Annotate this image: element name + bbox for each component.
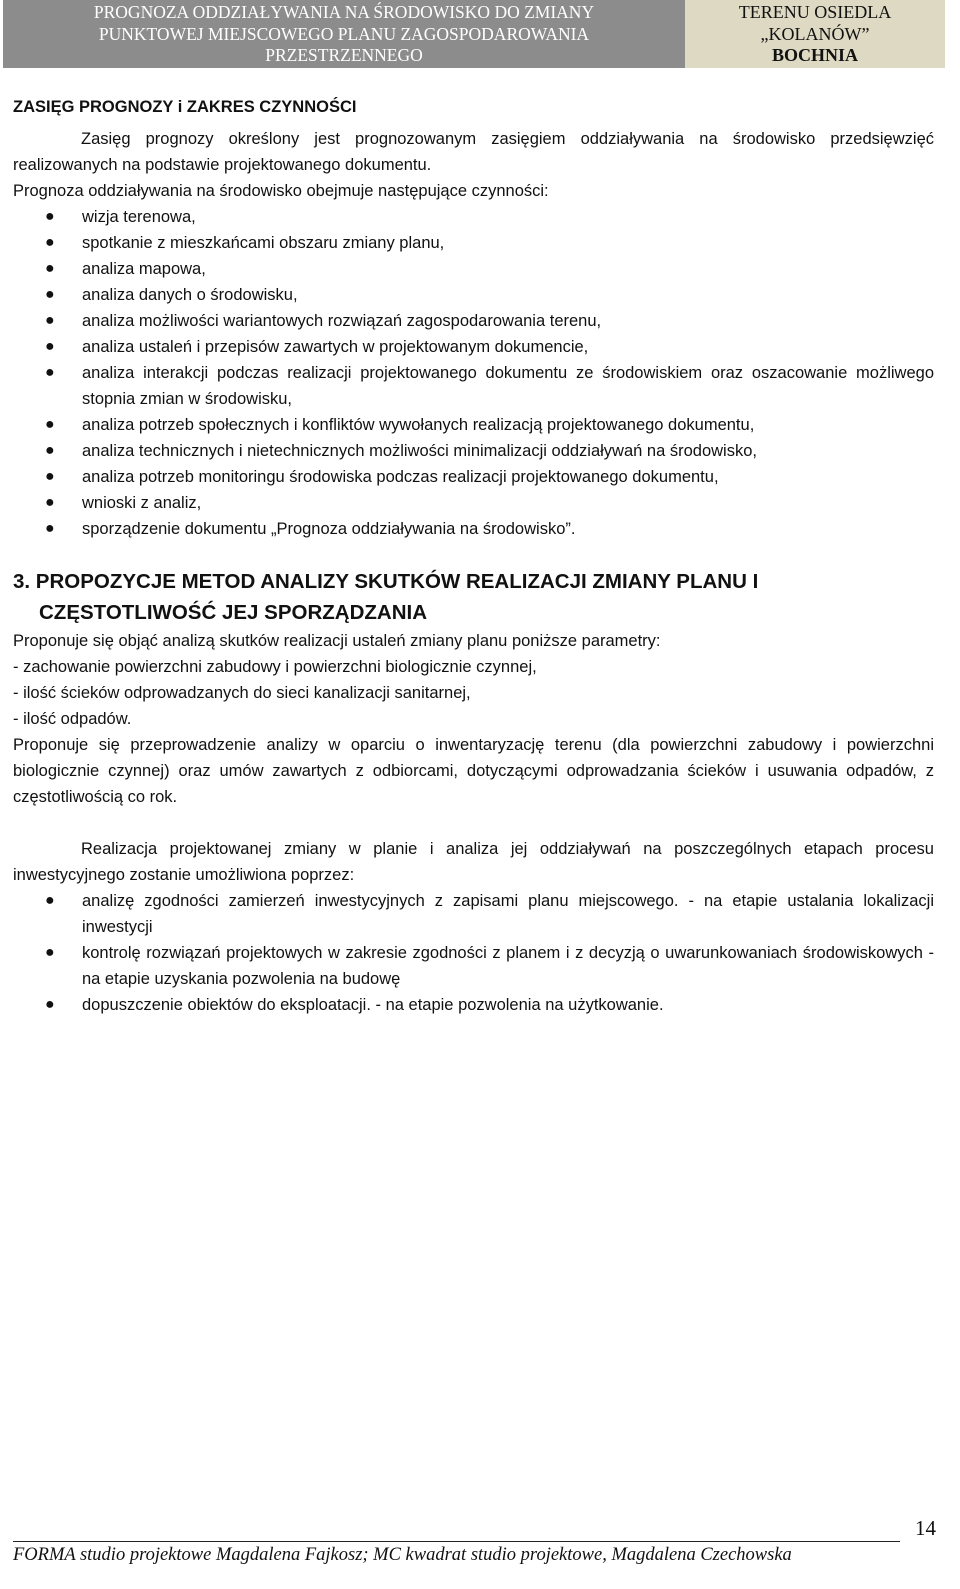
page-content <box>13 94 934 1018</box>
footer-authors: FORMA studio projektowe Magdalena Fajkosz; MC kwadrat studio projektowe, Magdalena Czechowska <box>13 1545 792 1565</box>
spacer <box>13 810 934 836</box>
header-document-title <box>3 0 685 68</box>
section-title: ZASIĘG PROGNOZY i ZAKRES CZYNNOŚCI <box>13 98 357 116</box>
bullet-icon: ● <box>45 468 55 485</box>
bullet-icon: ● <box>45 364 55 381</box>
list-item: ● analiza mapowa, <box>13 256 934 282</box>
bullet-icon: ● <box>45 312 55 329</box>
header-location-line: BOCHNIA <box>771 45 858 65</box>
methods-paragraph: Proponuje się przeprowadzenie analizy w oparciu o inwentaryzację terenu (dla powierzchni zabudowy i powierzchni biologicznie czynnej) oraz umów zawartych z odbiorcami, dotyczącymi odprowadzania ścieków i usuwania odpadów, z częstotliwością co rok. <box>13 736 934 806</box>
list-item: ● analiza interakcji podczas realizacji projektowanego dokumentu ze środowiskiem oraz oszacowanie możliwego stopnia zmian w środowisku, <box>13 360 934 412</box>
bullet-icon: ● <box>45 338 55 355</box>
bullet-icon: ● <box>45 520 55 537</box>
list-item: ● analiza potrzeb społecznych i konfliktów wywołanych realizacją projektowanego dokumentu, <box>13 412 934 438</box>
header-title-line: PUNKTOWEJ MIEJSCOWEGO PLANU ZAGOSPODAROWANIA <box>98 23 590 44</box>
list-item: ● analiza ustaleń i przepisów zawartych w projektowanym dokumencie, <box>13 334 934 360</box>
activities-list <box>13 204 934 542</box>
lead-paragraph: Prognoza oddziaływania na środowisko obejmuje następujące czynności: <box>13 182 549 200</box>
bullet-icon: ● <box>45 996 55 1013</box>
header-location-line: TERENU OSIEDLA <box>738 2 892 22</box>
list-item: ● sporządzenie dokumentu „Prognoza oddziaływania na środowisko”. <box>13 516 934 542</box>
paragraph-line: - ilość ścieków odprowadzanych do sieci kanalizacji sanitarnej, <box>13 684 471 702</box>
stages-list <box>13 888 934 1018</box>
list-item: ● wizja terenowa, <box>13 204 934 230</box>
list-item: ● analiza potrzeb monitoringu środowiska podczas realizacji projektowanego dokumentu, <box>13 464 934 490</box>
list-item: ● analiza możliwości wariantowych rozwiązań zagospodarowania terenu, <box>13 308 934 334</box>
intro-paragraph: Zasięg prognozy określony jest prognozowanym zasięgiem oddziaływania na środowisko przedsięwzięć realizowanych na podstawie projektowanego dokumentu. <box>13 130 934 174</box>
paragraph-line: - zachowanie powierzchni zabudowy i powierzchni biologicznie czynnej, <box>13 658 537 676</box>
list-item: ● kontrolę rozwiązań projektowych w zakresie zgodności z planem i z decyzją o uwarunkowaniach środowiskowych - na etapie uzyskania pozwolenia na budowę <box>13 940 934 992</box>
realization-paragraph: Realizacja projektowanej zmiany w planie i analiza jej oddziaływań na poszczególnych etapach procesu inwestycyjnego zostanie umożliwiona poprzez: <box>13 840 934 884</box>
bullet-icon: ● <box>45 260 55 277</box>
header-title-line: PROGNOZA ODDZIAŁYWANIA NA ŚRODOWISKO DO ZMIANY <box>93 2 595 22</box>
bullet-icon: ● <box>45 234 55 251</box>
list-item: ● dopuszczenie obiektów do eksploatacji. - na etapie pozwolenia na użytkowanie. <box>13 992 934 1018</box>
list-item: ● analiza danych o środowisku, <box>13 282 934 308</box>
header-title-line: PRZESTRZENNEGO <box>265 45 423 65</box>
page-number: 14 <box>915 1516 936 1540</box>
list-item: ● analizę zgodności zamierzeń inwestycyjnych z zapisami planu miejscowego. - na etapie ustalania lokalizacji inwestycji <box>13 888 934 940</box>
header-location <box>685 0 945 68</box>
page-header <box>3 0 945 68</box>
bullet-icon: ● <box>45 416 55 433</box>
list-item: ● analiza technicznych i nietechnicznych możliwości minimalizacji oddziaływań na środowisko, <box>13 438 934 464</box>
bullet-icon: ● <box>45 944 55 961</box>
bullet-icon: ● <box>45 208 55 225</box>
paragraph-line: Proponuje się objąć analizą skutków realizacji ustaleń zmiany planu poniższe parametry: <box>13 632 661 650</box>
bullet-icon: ● <box>45 494 55 511</box>
header-location-line: „KOLANÓW” <box>760 23 870 44</box>
paragraph-line: - ilość odpadów. <box>13 710 132 728</box>
list-item: ● wnioski z analiz, <box>13 490 934 516</box>
footer-divider <box>13 1541 900 1542</box>
list-item: ● spotkanie z mieszkańcami obszaru zmiany planu, <box>13 230 934 256</box>
bullet-icon: ● <box>45 442 55 459</box>
section-heading: 3. PROPOZYCJE METOD ANALIZY SKUTKÓW REALIZACJI ZMIANY PLANU I CZĘSTOTLIWOŚĆ JEJ SPORZĄDZANIA <box>13 570 759 624</box>
bullet-icon: ● <box>45 892 55 909</box>
bullet-icon: ● <box>45 286 55 303</box>
